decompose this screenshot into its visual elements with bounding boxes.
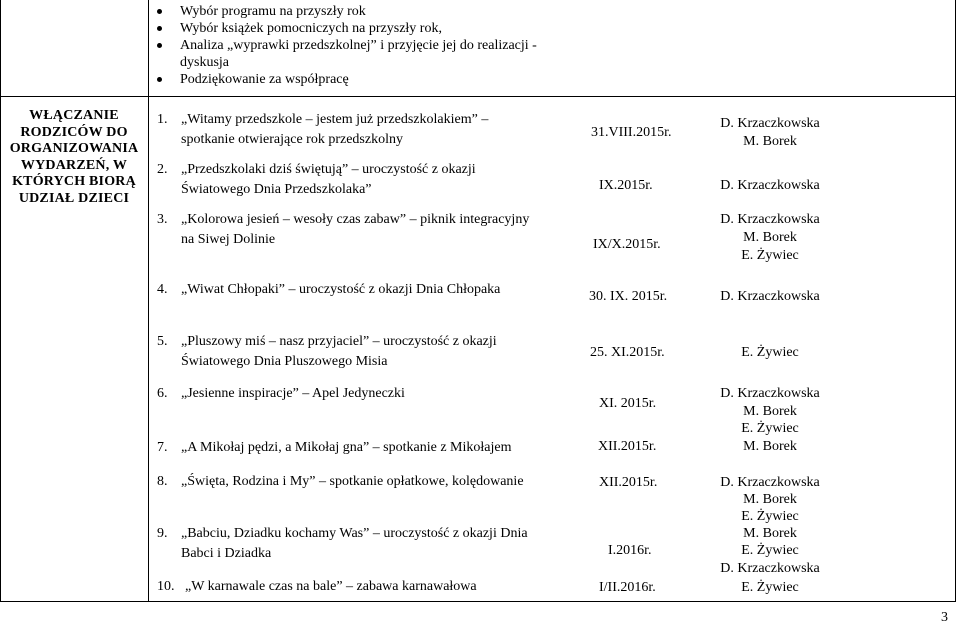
list-item: Wybór książek pomocniczych na przyszły rok, <box>180 20 580 37</box>
event-person: E. Żywiec <box>741 345 799 360</box>
event-person: D. Krzaczkowska <box>720 289 820 304</box>
event-date: IX/X.2015r. <box>593 237 661 252</box>
event-person: E. Żywiec <box>741 543 799 558</box>
event-person: D. Krzaczkowska <box>720 475 820 490</box>
event-date: XI. 2015r. <box>599 396 657 411</box>
list-item-continuation: dyskusja <box>180 55 229 70</box>
table-bottom-border <box>0 601 956 602</box>
event-person: M. Borek <box>743 134 797 149</box>
event-person: M. Borek <box>743 526 797 541</box>
event-person: E. Żywiec <box>741 421 799 436</box>
event-date: I.2016r. <box>608 543 652 558</box>
bullet-icon <box>157 43 162 48</box>
table-right-border <box>955 0 956 602</box>
event-person: D. Krzaczkowska <box>720 561 820 576</box>
list-item: Podziękowanie za współpracę <box>180 71 580 88</box>
table-left-border <box>0 0 1 602</box>
list-item: Wybór programu na przyszły rok <box>180 3 580 20</box>
event-date: 30. IX. 2015r. <box>589 289 668 304</box>
event-person: D. Krzaczkowska <box>720 116 820 131</box>
bullet-list <box>180 3 580 88</box>
event-date: 25. XI.2015r. <box>590 345 665 360</box>
column-divider <box>148 0 149 602</box>
event-date: XII.2015r. <box>599 475 658 490</box>
bullet-icon <box>157 77 162 82</box>
bullet-icon <box>157 26 162 31</box>
event-person: E. Żywiec <box>741 509 799 524</box>
event-date: XII.2015r. <box>598 439 657 454</box>
row-divider <box>0 96 956 97</box>
section-title: WŁĄCZANIE RODZICÓW DO ORGANIZOWANIA WYDARZEŃ, W KTÓRYCH BIORĄ UDZIAŁ DZIECI <box>9 108 139 206</box>
page-number: 3 <box>941 610 948 625</box>
event-date: I/II.2016r. <box>599 580 656 595</box>
event-person: M. Borek <box>743 404 797 419</box>
event-person: D. Krzaczkowska <box>720 212 820 227</box>
event-date: IX.2015r. <box>599 178 653 193</box>
event-person: E. Żywiec <box>741 248 799 263</box>
event-date: 31.VIII.2015r. <box>591 125 672 140</box>
event-person: D. Krzaczkowska <box>720 386 820 401</box>
event-person: D. Krzaczkowska <box>720 178 820 193</box>
event-person: M. Borek <box>743 492 797 507</box>
event-person: M. Borek <box>743 230 797 245</box>
event-person: E. Żywiec <box>741 580 799 595</box>
bullet-icon <box>157 9 162 14</box>
event-person: M. Borek <box>743 439 797 454</box>
list-item: Analiza „wyprawki przedszkolnej” i przyjęcie jej do realizacji - <box>180 37 580 54</box>
